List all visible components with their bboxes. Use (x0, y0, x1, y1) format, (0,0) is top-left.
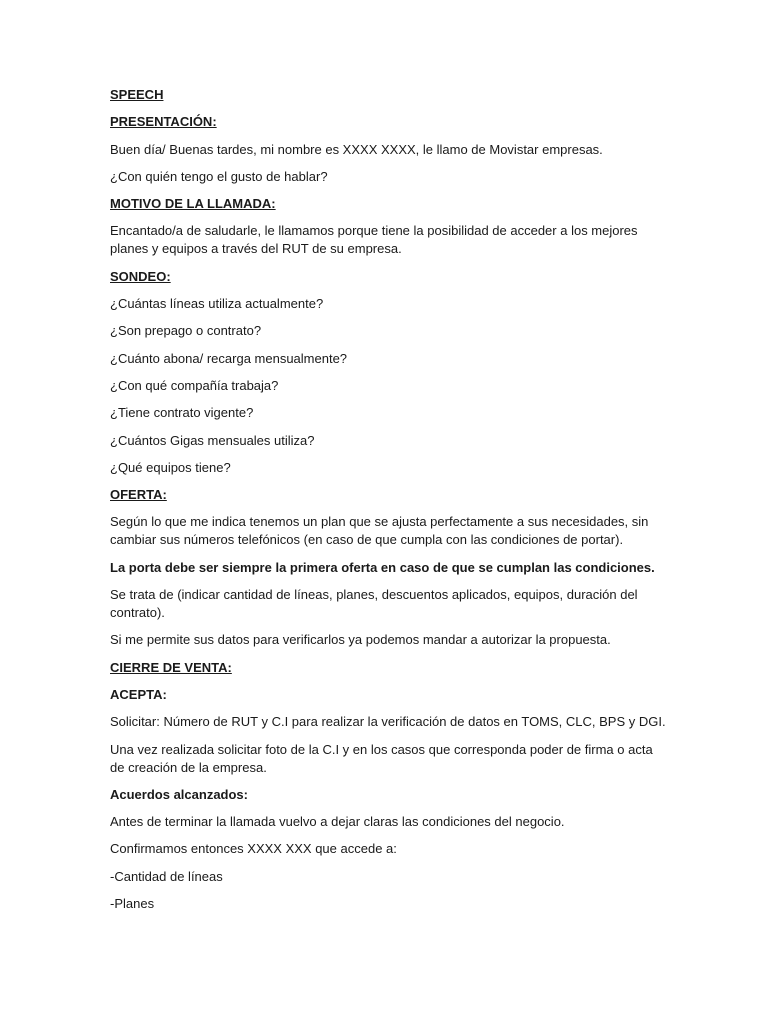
paragraph: Solicitar: Número de RUT y C.I para realizar la verificación de datos en TOMS, CLC, BPS y DGI. (110, 714, 666, 730)
subheading-acepta: ACEPTA: (110, 686, 167, 702)
paragraph: Según lo que me indica tenemos un plan que se ajusta perfectamente a sus necesidades, sin cambiar sus números telefónicos (en caso de que cumpla con las condiciones de portar). (110, 514, 649, 548)
paragraph: Encantado/a de saludarle, le llamamos porque tiene la posibilidad de acceder a los mejores planes y equipos a través del RUT de su empresa. (110, 223, 638, 257)
question-item: ¿Cuántas líneas utiliza actualmente? (110, 296, 324, 312)
section-heading-oferta: OFERTA: (110, 487, 167, 503)
question-item: ¿Con qué compañía trabaja? (110, 377, 279, 393)
document-title: SPEECH (110, 87, 164, 102)
section-heading-presentacion: PRESENTACIÓN: (110, 114, 217, 130)
question-item: ¿Cuántos Gigas mensuales utiliza? (110, 432, 315, 448)
paragraph: Una vez realizada solicitar foto de la C.I y en los casos que corresponda poder de firma o acta de creación de la empresa. (110, 741, 653, 775)
paragraph: Se trata de (indicar cantidad de líneas, planes, descuentos aplicados, equipos, duración del contrato). (110, 587, 638, 621)
bold-note: La porta debe ser siempre la primera oferta en caso de que se cumplan las condiciones. (110, 559, 655, 575)
question-item: ¿Cuánto abona/ recarga mensualmente? (110, 350, 348, 366)
question-item: ¿Son prepago o contrato? (110, 323, 262, 339)
document-body (110, 86, 666, 922)
section-heading-sondeo: SONDEO: (110, 268, 171, 284)
section-heading-motivo: MOTIVO DE LA LLAMADA: (110, 196, 276, 212)
paragraph: Buen día/ Buenas tardes, mi nombre es XXXX XXXX, le llamo de Movistar empresas. (110, 141, 603, 157)
subheading-acuerdos: Acuerdos alcanzados: (110, 786, 248, 802)
paragraph: Confirmamos entonces XXXX XXX que accede a: (110, 841, 397, 857)
paragraph: Antes de terminar la llamada vuelvo a dejar claras las condiciones del negocio. (110, 814, 565, 830)
question-item: ¿Qué equipos tiene? (110, 459, 231, 475)
paragraph: Si me permite sus datos para verificarlos ya podemos mandar a autorizar la propuesta. (110, 632, 611, 648)
section-heading-cierre: CIERRE DE VENTA: (110, 659, 232, 675)
list-item: -Cantidad de líneas (110, 868, 223, 884)
list-item: -Planes (110, 896, 155, 912)
question-item: ¿Tiene contrato vigente? (110, 405, 254, 421)
paragraph: ¿Con quién tengo el gusto de hablar? (110, 168, 328, 184)
